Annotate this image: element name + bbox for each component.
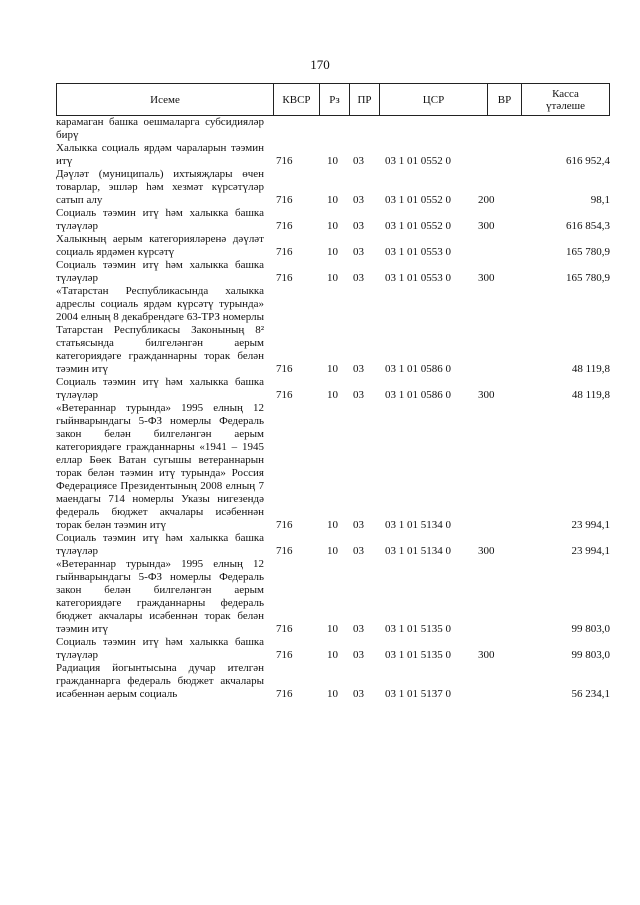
cell-name: Социаль тәэмин итү һәм халыкка башка түләүләр <box>56 636 264 661</box>
cell-rz: 10 <box>327 363 338 375</box>
cell-pr: 03 <box>353 545 364 557</box>
cell-kvsr: 716 <box>276 246 293 258</box>
table-row <box>56 259 610 285</box>
cell-kvsr: 716 <box>276 220 293 232</box>
cell-name: «Татарстан Республикасында халыкка адреслы социаль ярдәм күрсәтү турында» 2004 елның 8 декабрендәге 63-ТРЗ номерлы Татарстан Республикасы Законының 8² статьясында билгеләнгән аерым категориядәге гражданнарны торак белән тәэмин итү <box>56 285 264 375</box>
table-header <box>56 83 610 116</box>
cell-amount: 48 119,8 <box>571 389 610 401</box>
cell-pr: 03 <box>353 688 364 700</box>
table-body <box>56 116 610 701</box>
cell-amount: 165 780,9 <box>566 272 610 284</box>
cell-name: Социаль тәэмин итү һәм халыкка башка түләүләр <box>56 207 264 232</box>
cell-csr: 03 1 01 5137 0 <box>385 688 451 700</box>
cell-amount: 99 803,0 <box>571 623 610 635</box>
page-number: 170 <box>310 57 330 72</box>
cell-pr: 03 <box>353 623 364 635</box>
cell-vr: 300 <box>478 220 495 232</box>
cell-pr: 03 <box>353 363 364 375</box>
cell-name: «Ветераннар турында» 1995 елның 12 гыйнварындагы 5-ФЗ номерлы Федераль закон белән билгеләнгән аерым категориядәге гражданнарны федераль бюджет акчалары исәбеннән торак белән тәэмин итү <box>56 558 264 635</box>
cell-pr: 03 <box>353 272 364 284</box>
cell-vr: 300 <box>478 649 495 661</box>
header-name: Исеме <box>150 93 180 106</box>
cell-csr: 03 1 01 0553 0 <box>385 246 451 258</box>
table-row <box>56 142 610 168</box>
cell-csr: 03 1 01 5135 0 <box>385 623 451 635</box>
header-vr: ВР <box>487 84 521 115</box>
cell-csr: 03 1 01 5135 0 <box>385 649 451 661</box>
cell-pr: 03 <box>353 389 364 401</box>
cell-rz: 10 <box>327 246 338 258</box>
cell-csr: 03 1 01 5134 0 <box>385 545 451 557</box>
cell-rz: 10 <box>327 155 338 167</box>
cell-name: Радиация йогынтысына дучар ителгән гражданнарга федераль бюджет акчалары исәбеннән аерым социаль <box>56 662 264 700</box>
cell-rz: 10 <box>327 194 338 206</box>
cell-vr: 200 <box>478 194 495 206</box>
cell-amount: 23 994,1 <box>571 545 610 557</box>
cell-name: Халыкка социаль ярдәм чараларын тәэмин итү <box>56 142 264 167</box>
cell-csr: 03 1 01 0586 0 <box>385 389 451 401</box>
header-csr: ЦСР <box>379 84 487 115</box>
cell-kvsr: 716 <box>276 545 293 557</box>
cell-rz: 10 <box>327 220 338 232</box>
cell-csr: 03 1 01 0586 0 <box>385 363 451 375</box>
table-row <box>56 285 610 376</box>
table-row <box>56 207 610 233</box>
cell-csr: 03 1 01 0552 0 <box>385 155 451 167</box>
cell-vr: 300 <box>478 545 495 557</box>
cell-kvsr: 716 <box>276 623 293 635</box>
cell-rz: 10 <box>327 389 338 401</box>
cell-pr: 03 <box>353 155 364 167</box>
table-row <box>56 636 610 662</box>
cell-rz: 10 <box>327 623 338 635</box>
table-row <box>56 532 610 558</box>
cell-kvsr: 716 <box>276 649 293 661</box>
cell-pr: 03 <box>353 246 364 258</box>
cell-name: Дәүләт (муниципаль) ихтыяҗлары өчен товарлар, эшләр һәм хезмәт күрсәтүләр сатып алу <box>56 168 264 206</box>
cell-csr: 03 1 01 0553 0 <box>385 272 451 284</box>
cell-kvsr: 716 <box>276 272 293 284</box>
cell-csr: 03 1 01 0552 0 <box>385 220 451 232</box>
cell-vr: 300 <box>478 272 495 284</box>
cell-kvsr: 716 <box>276 389 293 401</box>
cell-rz: 10 <box>327 545 338 557</box>
cell-kvsr: 716 <box>276 155 293 167</box>
cell-amount: 23 994,1 <box>571 519 610 531</box>
cell-rz: 10 <box>327 649 338 661</box>
cell-amount: 99 803,0 <box>571 649 610 661</box>
cell-csr: 03 1 01 0552 0 <box>385 194 451 206</box>
cell-rz: 10 <box>327 272 338 284</box>
header-kassa: Касса үтәлеше <box>521 84 609 115</box>
table-row <box>56 168 610 207</box>
cell-amount: 56 234,1 <box>571 688 610 700</box>
cell-vr: 300 <box>478 389 495 401</box>
table-row <box>56 376 610 402</box>
cell-rz: 10 <box>327 688 338 700</box>
table-row <box>56 402 610 532</box>
cell-amount: 48 119,8 <box>571 363 610 375</box>
cell-csr: 03 1 01 5134 0 <box>385 519 451 531</box>
cell-kvsr: 716 <box>276 363 293 375</box>
cell-pr: 03 <box>353 649 364 661</box>
cell-name: Халыкның аерым категорияләренә дәүләт социаль ярдәмен күрсәтү <box>56 233 264 258</box>
header-rz: Рз <box>319 84 349 115</box>
cell-name: карамаган башка оешмаларга субсидияләр бирү <box>56 116 264 141</box>
table-row <box>56 558 610 636</box>
cell-pr: 03 <box>353 519 364 531</box>
cell-name: Социаль тәэмин итү һәм халыкка башка түләүләр <box>56 259 264 284</box>
cell-amount: 616 854,3 <box>566 220 610 232</box>
cell-amount: 616 952,4 <box>566 155 610 167</box>
table-row <box>56 233 610 259</box>
cell-kvsr: 716 <box>276 688 293 700</box>
cell-pr: 03 <box>353 220 364 232</box>
table-row <box>56 116 610 142</box>
budget-table <box>56 83 610 701</box>
cell-kvsr: 716 <box>276 194 293 206</box>
cell-kvsr: 716 <box>276 519 293 531</box>
cell-pr: 03 <box>353 194 364 206</box>
header-kvsr: КВСР <box>273 84 319 115</box>
cell-name: «Ветераннар турында» 1995 елның 12 гыйнварындагы 5-ФЗ номерлы Федераль закон белән билгеләнгән аерым категориядәге гражданнарны «1941 – 1945 еллар Бөек Ватан сугышы ветераннарын торак белән тәэмин итү турында» Россия Федерациясе Президентының 2008 елның 7 маендагы 714 номерлы Указы нигезендә федераль бюджет акчалары исәбеннән торак белән тәэмин итү <box>56 402 264 531</box>
header-pr: ПР <box>349 84 379 115</box>
table-row <box>56 662 610 701</box>
cell-amount: 165 780,9 <box>566 246 610 258</box>
cell-rz: 10 <box>327 519 338 531</box>
cell-amount: 98,1 <box>590 194 610 206</box>
cell-name: Социаль тәэмин итү һәм халыкка башка түләүләр <box>56 376 264 401</box>
cell-name: Социаль тәэмин итү һәм халыкка башка түләүләр <box>56 532 264 557</box>
